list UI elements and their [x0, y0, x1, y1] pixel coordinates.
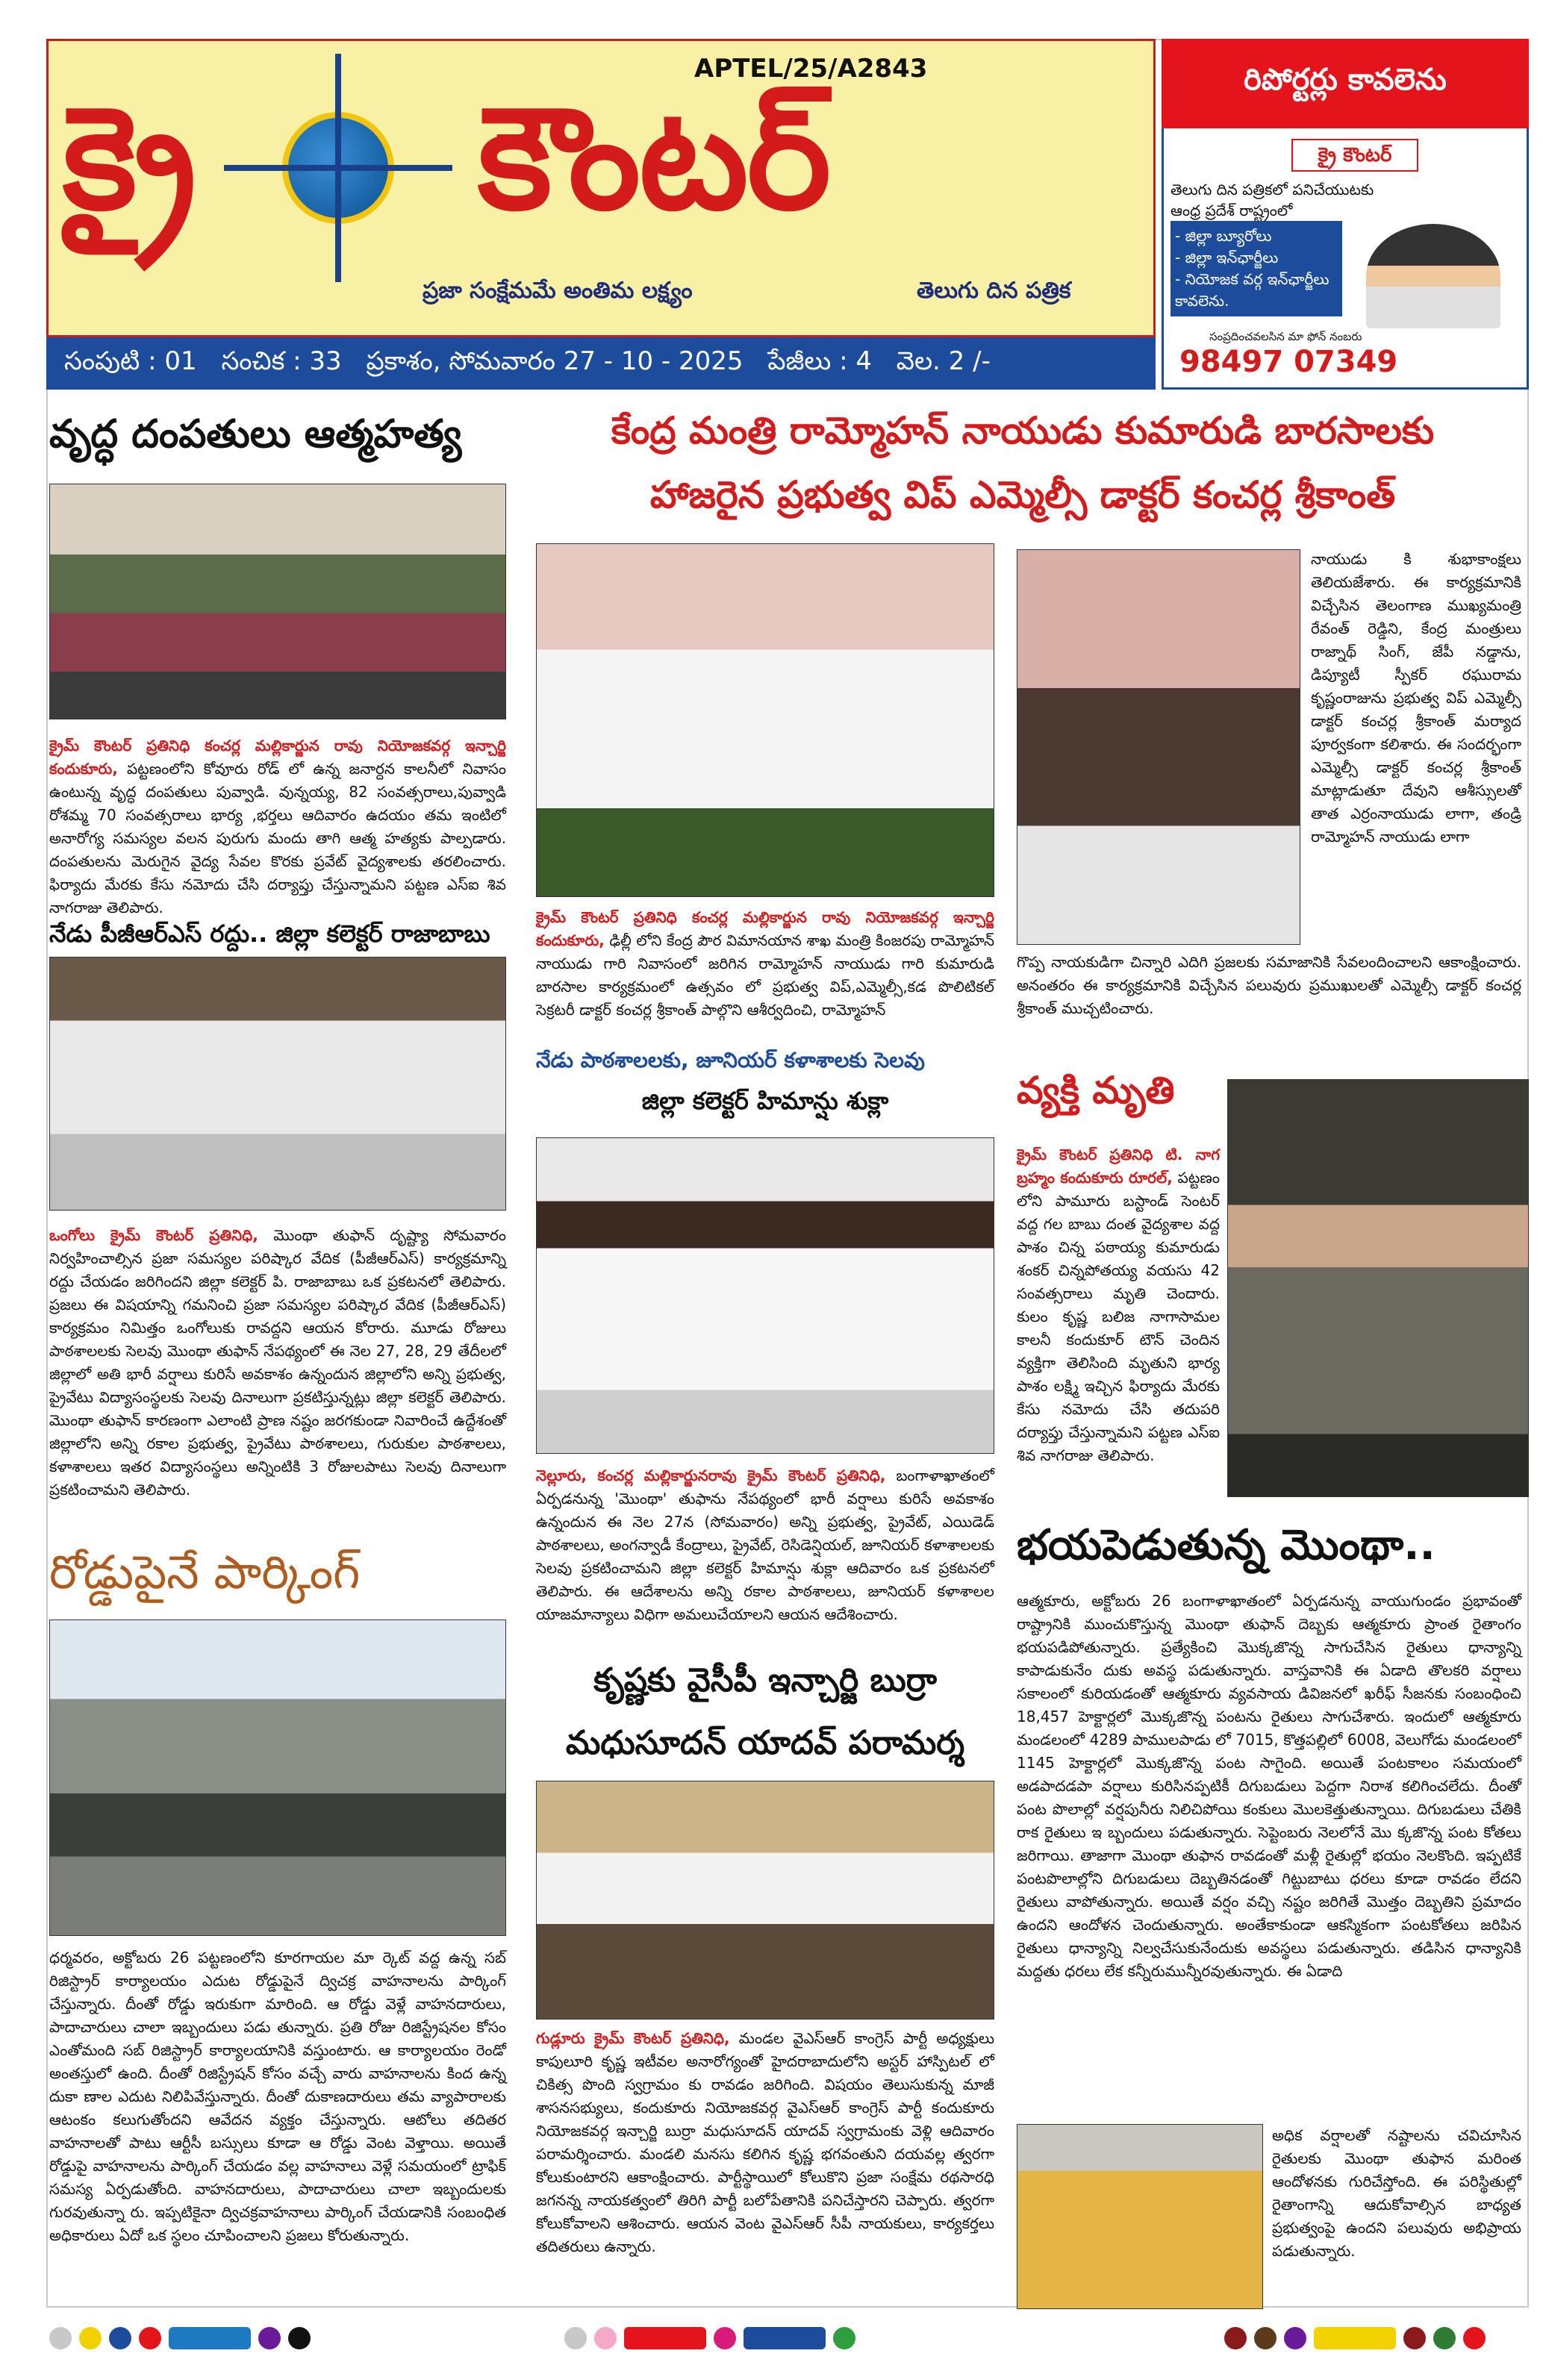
ad-note: సంప్రదించవలసిన మా ఫోన్ నంబరు [1209, 330, 1362, 343]
color-dot [139, 2327, 161, 2349]
registration-number: APTEL/25/A2843 [694, 54, 928, 84]
a8-body: ఆత్మకూరు, అక్టోబరు 26 బంగాళాఖాతంలో ఏర్పడనున్న వాయుగుండం ప్రభావంతో రాష్ట్రానికి ముంచుకొస్తున్న మొంథా తుఫాన్ దెబ్బకు ఆత్మకూరు ప్రాంత రైతాంగం భయపడిపోతున్నారు. ప్రత్యేకించి మొక్కజొన్న సాగుచేసిన రైతులు ధాన్యాన్ని కాపాడుకునేం దుకు అవస్థ పడుతున్నారు. వాస్తవానికి ఈ ఏడాది తొలకరి వర్షాలు సకాలంలో కురియడంతో ఆత్మకూరు వ్యవసాయ డివిజనలో ఖరీఫ్ సీజనకు సంబంధించి 18,457 హెక్టార్లలో మొక్కజొన్న పంటను రైతులు సాగుచేశారు. ఇందులో ఆత్మకూరు మండలంలో 4289 పాములపాడు లో 7015, కొత్తపల్లిలో 6008, వెలుగోడు మండలంలో 1145 హెక్టార్లలో మొక్కజొన్న పంట సాగైంది. అయితే పంటకాలం సమయంలో అడపాదడపా వర్షాలు కురిసినప్పటికీ దిగుబడులు పెద్దగా నిరాశ కలిగించలేదు. దీంతో పంట పొలాల్లో వర్షపునీరు నిలిచిపోయి కంకులు మొలకెత్తుతున్నాయి. దిగుబడులు చేతికి రాక రైతులు ఇ బ్బందులు పడుతున్నారు. సెప్టెంబరు నెలలోనే మొ క్కజొన్న పంట కోతలు జరిగాయి. తాజాగా మొంథా తుఫాన రావడంతో మళ్లీ రైతుల్లో భయం నెలకొంది. ఇప్పటికే పంటపొలాల్లోని దిగుబడులు దెబ్బతినడంతో గిట్టుబాటు ధరలు కూడా రావడం లేదని రైతులు వాపోతున్నారు. అయితే వర్షం వచ్చి నష్టం జరిగితే మొత్తం దెబ్బతిని ప్రమాదం ఉందని ఆందోళన చెందుతున్నారు. అంతేకాకుండా ఆకస్మికంగా పంటకోతలు జరిపిన రైతులు ధాన్యాన్ని నిల్వచేసుకునేందుకు అవస్థలు పడుతున్నారు. తడిసిన ధాన్యానికి మద్దతు ధరలు లేక కన్నీరుమున్నీరవుతున్నారు. ఈ ఏడాది [1017, 1592, 1521, 1980]
a2-lead: ఒంగోలు క్రైమ్ కౌంటర్ ప్రతినిధి, [49, 1226, 258, 1244]
color-dot [1403, 2327, 1426, 2349]
a1-body [49, 734, 506, 919]
globe-crosshair-vertical [335, 54, 341, 282]
color-dot [1254, 2327, 1277, 2349]
a1-text: పట్టణంలోని కోవూరు రోడ్ లో ఉన్న జనార్దన కాలనీలో నివాసం ఉంటున్న వృద్ధ దంపతులు పువ్వాడి. వున్నయ్య, 82 సంవత్సరాలు,పువ్వాడి రోశమ్మ 70 సంవత్సరాలు భార్య ,భర్తలు ఆదివారం ఉదయం తమ ఇంటిలో అనారోగ్య సమస్యల వలన పురుగు మందు తాగి ఆత్మ హత్యకు పాల్పడారు. దంపతులను మెరుగైన వైద్య సేవల కొరకు ప్రవేట్ వైద్యశాలకు తరలించారు. ఫిర్యాదు మేరకు కేసు నమోదు చేసి దర్యాప్తు చేస్తున్నామని పట్టణ ఎస్ఐ శివ నాగరాజు తెలిపారు. [49, 760, 507, 916]
color-bar [1314, 2327, 1396, 2349]
ad-positions [1171, 221, 1342, 316]
color-bar [169, 2327, 251, 2349]
color-dot [564, 2327, 587, 2349]
a5-headline: జిల్లా కలెక్టర్ హిమాన్షు శుక్లా [641, 1087, 889, 1115]
color-dot [288, 2327, 311, 2349]
color-bar [744, 2327, 826, 2349]
color-dot [714, 2327, 736, 2349]
ad-position: కావలెను. [1175, 292, 1229, 310]
ad-heading: రిపోర్టర్లు కావలెను [1162, 39, 1529, 128]
a1-photo [49, 484, 506, 719]
a3-photo [49, 1620, 506, 1936]
ad-position: - జిల్లా బ్యూరోలు [1175, 227, 1272, 245]
logo-text-right: కౌంటర్ [478, 76, 830, 241]
a4-text: ఢిల్లీ లోని కేంద్ర పౌర విమానయాన శాఖ మంత్రి కింజరపు రామ్మోహన్ నాయుడు గారి నివాసంలో జరిగిన రామ్మోహన్ నాయుడు గారి కుమారుడి బారసాల కార్యక్రమంలో ఉత్సవం లో ప్రభుత్వ విప్,ఎమ్మెల్సీ,కడ పొలిటికల్ సెక్రటరీ డాక్టర్ కంచర్ల శ్రీకాంత్ పాల్గొని ఆశీర్వదించి, రామ్మోహన్ [536, 931, 994, 1019]
footer-colors-center [564, 2327, 855, 2352]
a4-body [536, 906, 994, 1022]
issue-price: వెల. 2 /- [896, 346, 991, 376]
a7-body [1017, 1143, 1220, 1467]
color-dot [109, 2327, 131, 2349]
color-dot [49, 2327, 72, 2349]
logo-text-left: క్రై [63, 76, 195, 241]
color-dot [594, 2327, 617, 2349]
color-dot [258, 2327, 281, 2349]
issue-bar [46, 337, 1156, 390]
tagline: ప్రజా సంక్షేమమే అంతిమ లక్ష్యం [423, 278, 693, 304]
a5-body [536, 1464, 994, 1626]
ad-logo: క్రై కౌంటర్ [1291, 139, 1418, 172]
a5-text: బంగాళాఖాతంలో ఏర్పడనున్న 'మొంథా' తుఫాను నేపథ్యంలో భారీ వర్షాలు కురిసే అవకాశం ఉన్నందున ఈ నెల 27న (సోమవారం) అన్ని ప్రభుత్వ, ప్రైవేట్, ఎయిడెడ్ పాఠశాలలు, అంగన్వాడీ కేంద్రాలు, ప్రైవేట్, రెసిడెన్షియల్, జూనియర్ కళాశాలలకు సెలవు ప్రకటించామని జిల్లా కలెక్టర్ హిమాన్షు శుక్లా ఆదివారం ఒక ప్రకటనలో తెలిపారు. ఈ ఆదేశాలను అన్ని రకాల పాఠశాలలు, జూనియర్ కళాశాలల యాజమాన్యాలు విధిగా అమలుచేయాలని ఆయన ఆదేశించారు. [536, 1467, 994, 1623]
color-dot [79, 2327, 102, 2349]
a2-text: మొంథా తుఫాన్ దృష్ట్యా సోమవారం నిర్వహించాల్సిన ప్రజా సమస్యల పరిష్కార వేదిక (పీజీఆర్ఎస్) కార్యక్రమాన్ని రద్దు చేయడం జరిగిందని జిల్లా కలెక్టర్ పి. రాజాబాబు ఒక ప్రకటనలో తెలిపారు. ప్రజలు ఈ విషయాన్ని గమనించి ప్రజా సమస్యల పరిష్కార వేదిక (పీజీఆర్ఎస్) కార్యక్రమం నిమిత్తం ఒంగోలుకు రావద్దని ఆయన కోరారు. మూడు రోజులు పాఠశాలలకు సెలవు మొంథా తుఫాన్ నేపథ్యంలో ఈ నెల 27, 28, 29 తేదీలలో జిల్లాలో అతి భారీ వర్షాలు కురిసే అవకాశం ఉన్నందున జిల్లాలోని అన్ని ప్రభుత్వ, ప్రైవేటు విద్యాసంస్థలకు సెలవు దినాలుగా ప్రకటిస్తున్నట్లు జిల్లా కలెక్టర్ తెలిపారు. మొంథా తుఫాన్ కారణంగా ఎలాంటి ప్రాణ నష్టం జరగకుండా నివారించే ఉద్దేశంతో జిల్లాలోని అన్ని రకాల ప్రభుత్వ, ప్రైవేటు పాఠశాలలు, గురుకుల పాఠశాలలు, కళాశాలలు ఇతర విద్యాసంస్థలు అన్నింటికి 3 రోజులపాటు సెలవు దినాలుగా ప్రకటించామని తెలిపారు. [49, 1226, 507, 1499]
color-dot [1224, 2327, 1247, 2349]
color-dot [1433, 2327, 1456, 2349]
color-dot [1284, 2327, 1306, 2349]
issue-date: ప్రకాశం, సోమవారం 27 - 10 - 2025 [366, 346, 744, 376]
a4-lead: క్రైమ్ కౌంటర్ ప్రతినిధి కంచర్ల మల్లికార్జున రావు నియోజకవర్గ ఇన్చార్జి కందుకూరు, [536, 908, 994, 949]
a7-text: పట్టణం లోని పామూరు బస్టాండ్ సెంటర్ వద్ద గల బాబు దంత వైద్యశాల వద్ద పాశం చిన్న పఠాయ్య కుమారుడు శంకర్ చిన్నపోతయ్య వయసు 42 సంవత్సరాలు మృతి చెందారు. కులం కృష్ణ బలిజ నాగాసామల కాలనీ కందుకూర్ టౌన్ చెందిన వ్యక్తిగా తెలిసింది మృతుని భార్య పాశం లక్ష్మి ఇచ్చిన ఫిర్యాదు మేరకు కేసు నమోదు చేసి తదుపరి దర్యాప్తు చేస్తున్నామని పట్టణ ఎస్ఐ శివ నాగరాజు తెలిపారు. [1017, 1169, 1220, 1464]
footer-colors-left [49, 2327, 311, 2352]
a2-headline: నేడు పీజీఆర్ఎస్ రద్దు.. జిల్లా కలెక్టర్ రాజాబాబు [49, 919, 490, 948]
a6-lead: గుడ్లూరు క్రైమ్ కౌంటర్ ప్రతినిధి, [536, 2029, 730, 2047]
a8-headline: భయపెడుతున్న మొంథా.. [1017, 1521, 1436, 1570]
a6-body [536, 2027, 994, 2258]
a4-body-col2-bottom: గొప్ప నాయకుడిగా చిన్నారి ఎదిగి ప్రజలకు సమాజానికి సేవలందించాలని ఆకాంక్షించారు. అనంతరం ఈ కార్యక్రమానికి విచ్చేసిన పలువురు ప్రముఖులతో ఎమ్మెల్సీ డాక్టర్ కంచర్ల శ్రీకాంత్ ముచ్చటించారు. [1017, 953, 1521, 1017]
ad-intro: తెలుగు దిన పత్రికలో పనిచేయుటకు ఆంధ్ర ప్రదేశ్ రాష్ట్రంలో [1171, 181, 1374, 219]
a8-photo [1017, 2124, 1263, 2309]
a4-headline-1: కేంద్ర మంత్రి రామ్మోహన్ నాయుడు కుమారుడి బారసాలకు [611, 409, 1435, 452]
a7-photo [1227, 1079, 1529, 1497]
a5-kicker: నేడు పాఠశాలలకు, జూనియర్ కళాశాలకు సెలవు [536, 1048, 925, 1072]
issue-number: సంచిక : 33 [221, 346, 342, 376]
a4-photo-2 [1017, 549, 1300, 945]
a2-body [49, 1224, 506, 1502]
a3-body: ధర్మవరం, అక్టోబరు 26 పట్టణంలోని కూరగాయల మా ర్కెట్ వద్ద ఉన్న సబ్ రిజిస్ట్రార్ కార్యాలయం ఎదుట రోడ్డుపైనే ద్విచక్ర వాహనాలను పార్కింగ్ చేస్తున్నారు. దీంతో రోడ్డు ఇరుకుగా మారింది. ఆ రోడ్డు వెళ్లే వాహనదారులు, పాదాచారులు చాలా ఇబ్బందులు పడు తున్నారు. ప్రతి రోజు రిజిస్ట్రేషనల కోసం ఎంతోమంది సబ్ రిజిస్ట్రార్ కార్యాలయానికి వస్తుంటారు. ఆ కార్యాలయం రెండో అంతస్తులో ఉంది. దీంతో రిజిస్ట్రేషన్ కోసం వచ్చే వారు వాహనాలను కింద ఉన్న దుకా ణాల ఎదుట నిలిపివేస్తున్నారు. దీంతో దుకాణదారులు తమ వ్యాపారాలకు ఆటంకం కలుగుతోందని ఆవేదన వ్యక్తం చేస్తున్నారు. ఆటోలు తదితర వాహనాలతో పాటు ఆర్టీసీ బస్సులు కూడా ఆ రోడ్డు వెంట వెళ్తాయి. అయితే రోడ్డుపై వాహనాలను పార్కింగ్ చేయడం వల్ల వాహనాలు వెళ్లే సమయంలో ట్రాఫిక్ సమస్య ఏర్పడుతోంది. వాహనదారులు, పాదాచారులు చాలా ఇబ్బందులకు గురవుతున్నా రు. ఇప్పటికైనా ద్విచక్రవాహనాలు పార్కింగ్ చేయడానికి సంబంధిత అధికారులు ఏదో ఒక స్థలం చూపించాలని ప్రజలు కోరుతున్నారు. [49, 1949, 506, 2244]
a5-photo [536, 1137, 994, 1454]
issue-pages: పేజీలు : 4 [767, 346, 872, 376]
issue-volume: సంపుటి : 01 [64, 346, 197, 376]
ad-position: - జిల్లా ఇన్‌ఛార్జీలు [1175, 249, 1279, 266]
a4-body-col2: నాయుడు కి శుభాకాంక్షలు తెలియజేశారు. ఈ కార్యక్రమానికి విచ్చేసిన తెలంగాణ ముఖ్యమంత్రి రేవంత్ రెడ్డిని, కేంద్ర మంత్రులు రాజ్నాథ్ సింగ్, జేపీ నడ్డాను, డిప్యూటీ స్పీకర్ రఘురామ కృష్ణంరాజును ప్రభుత్వ విప్ ఎమ్మెల్సీ డాక్టర్ కంచర్ల శ్రీకాంత్ మర్యాద పూర్వకంగా కలిశారు. ఈ సందర్భంగా ఎమ్మెల్సీ డాక్టర్ కంచర్ల శ్రీకాంత్ మాట్లాడుతూ దేవుని ఆశీస్సులతో తాత ఎర్రంనాయుడు లాగా, తండ్రి రామ్మోహన్ నాయుడు లాగా [1311, 550, 1521, 846]
a8-tail: అధిక వర్షాలతో నష్టాలను చవిచూసిన రైతులకు మొంథా తుఫాన మరింత ఆందోళనకు గురిచేస్తోంది. ఈ పరిస్థితుల్లో రైతాంగాన్ని ఆదుకోవాల్సిన బాధ్యత ప్రభుత్వంపై ఉందని పలువురు అభిప్రాయ పడుతున్నారు. [1272, 2126, 1521, 2260]
a7-headline: వ్యక్తి మృతి [1017, 1069, 1175, 1112]
color-dot [833, 2327, 855, 2349]
a4-photo-1 [536, 543, 994, 897]
a1-lead: క్రైమ్ కౌంటర్ ప్రతినిధి కంచర్ల మల్లికార్జున రావు నియోజకవర్గ ఇన్చార్జి కందుకూరు, [49, 737, 506, 778]
a5-lead: నెల్లూరు, కంచర్ల మల్లికార్జునరావు క్రైమ్ కౌంటర్ ప్రతినిధి, [536, 1467, 886, 1484]
a1-headline: వృద్ధ దంపతులు ఆత్మహత్య [49, 412, 462, 457]
a6-text: మండల వైఎస్ఆర్ కాంగ్రెస్ పార్టీ అధ్యక్షులు కాపులూరి కృష్ణ ఇటీవల అనారోగ్యంతో హైదరాబాదులోని అస్టర్ హాస్పిటల్ లో చికిత్స పొంది స్వగ్రామం కు రావడం జరిగింది. విషయం తెలుసుకున్న మాజీ శాసనసభ్యులు, కందుకూరు నియోజకవర్గ వైఎస్ఆర్ కాంగ్రెస్ పార్టీ కందుకూరు నియోజకవర్గ ఇన్చార్జి బుర్రా మధుసూదన్ యాదవ్ స్వగ్రామంకు వెళ్లి ఆదివారం పరామర్శించారు. మండలి మనసు కలిగిన కృష్ణ భగవంతుని దయవల్ల త్వరగా కోలుకుంటారని ఆకాంక్షించారు. పార్టీస్థాయిలో కోలుకొని ప్రజా సంక్షేమ రథసారధి జగనన్న నాయకత్వంలో తిరిగి పార్టీ బలోపేతానికి పనిచేస్తారని చెప్పారు. త్వరగా కోలుకోవాలని ఆశించారు. ఆయన వెంట వైఎస్ఆర్ సీపీ నాయకులు, కార్యకర్తలు తదితరులు ఉన్నారు. [536, 2029, 994, 2255]
footer-colors-right [1224, 2327, 1486, 2352]
a7-lead: క్రైమ్ కౌంటర్ ప్రతినిధి టి. నాగ బ్రహ్మం కందుకూరు రూరల్, [1017, 1146, 1220, 1187]
a6-headline-2: మధుసూదన్ యాదవ్ పరామర్శ [565, 1724, 965, 1762]
a6-photo [536, 1781, 994, 2020]
color-bar [624, 2327, 706, 2349]
a4-headline-2: హాజరైన ప్రభుత్వ విప్ ఎమ్మెల్సీ డాక్టర్ కంచర్ల శ్రీకాంత్ [649, 473, 1396, 516]
color-dot [1463, 2327, 1486, 2349]
a2-photo [49, 957, 506, 1211]
ad-position: - నియోజక వర్గ ఇన్‌ఛార్జీలు [1175, 270, 1330, 288]
ad-phone: 98497 07349 [1179, 345, 1398, 379]
ad-woman-photo [1366, 224, 1500, 328]
a6-headline-1: కృష్ణకు వైసీపీ ఇన్చార్జి బుర్రా [593, 1661, 937, 1699]
paper-type: తెలుగు దిన పత్రిక [917, 278, 1071, 304]
a3-headline: రోడ్డుపైనే పార్కింగ్ [49, 1545, 361, 1599]
